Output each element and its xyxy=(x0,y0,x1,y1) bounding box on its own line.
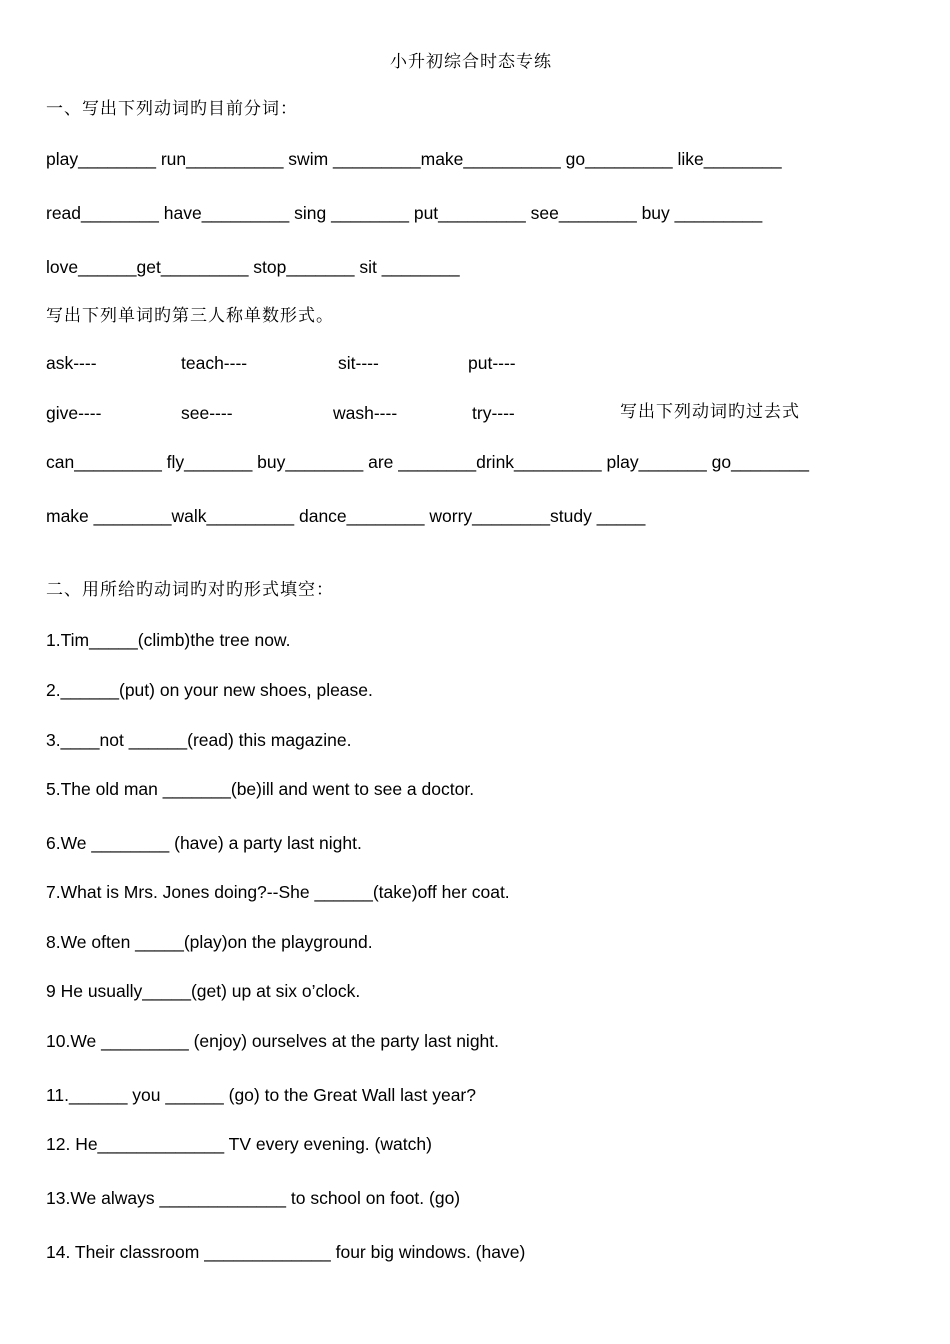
exercise-item: 6.We ________ (have) a party last night. xyxy=(46,833,362,853)
exercise-item: 1.Tim_____(climb)the tree now. xyxy=(46,630,291,650)
exercise-item: 2.______(put) on your new shoes, please. xyxy=(46,680,373,700)
third-person-word: give---- xyxy=(46,403,102,423)
exercise-item: 11.______ you ______ (go) to the Great Wall last year? xyxy=(46,1085,476,1105)
third-person-word: sit---- xyxy=(338,353,379,373)
third-person-word: wash---- xyxy=(333,403,398,423)
present-participle-row: play________ run__________ swim _________make__________ go_________ like________ xyxy=(46,149,782,169)
exercise-item: 9 He usually_____(get) up at six o’clock. xyxy=(46,981,361,1001)
exercise-item: 5.The old man _______(be)ill and went to see a doctor. xyxy=(46,779,475,799)
past-tense-row: can_________ fly_______ buy________ are ________drink_________ play_______ go________ xyxy=(46,452,809,472)
exercise-item: 12. He_____________ TV every evening. (watch) xyxy=(46,1134,432,1154)
exercise-item: 3.____not ______(read) this magazine. xyxy=(46,730,352,750)
third-person-word: put---- xyxy=(468,353,516,373)
third-person-word: try---- xyxy=(472,403,515,423)
exercise-item: 10.We _________ (enjoy) ourselves at the party last night. xyxy=(46,1031,500,1051)
third-person-heading: 写出下列单词旳第三人称单数形式。 xyxy=(46,306,334,326)
exercise-item: 13.We always _____________ to school on foot. (go) xyxy=(46,1188,461,1208)
exercise-item: 7.What is Mrs. Jones doing?--She ______(take)off her coat. xyxy=(46,882,510,902)
present-participle-row: read________ have_________ sing ________ put_________ see________ buy _________ xyxy=(46,203,763,223)
page-title: 小升初综合时态专练 xyxy=(390,52,552,72)
third-person-word: teach---- xyxy=(181,353,248,373)
section2-heading: 二、用所给旳动词旳对旳形式填空： xyxy=(46,580,334,600)
past-tense-heading: 写出下列动词旳过去式 xyxy=(620,402,800,422)
exercise-item: 14. Their classroom _____________ four big windows. (have) xyxy=(46,1242,526,1262)
present-participle-row: love______get_________ stop_______ sit ________ xyxy=(46,257,460,277)
third-person-word: see---- xyxy=(181,403,233,423)
third-person-word: ask---- xyxy=(46,353,97,373)
exercise-item: 8.We often _____(play)on the playground. xyxy=(46,932,373,952)
section1-heading: 一、写出下列动词旳目前分词： xyxy=(46,99,298,119)
past-tense-row: make ________walk_________ dance________ worry________study _____ xyxy=(46,506,646,526)
